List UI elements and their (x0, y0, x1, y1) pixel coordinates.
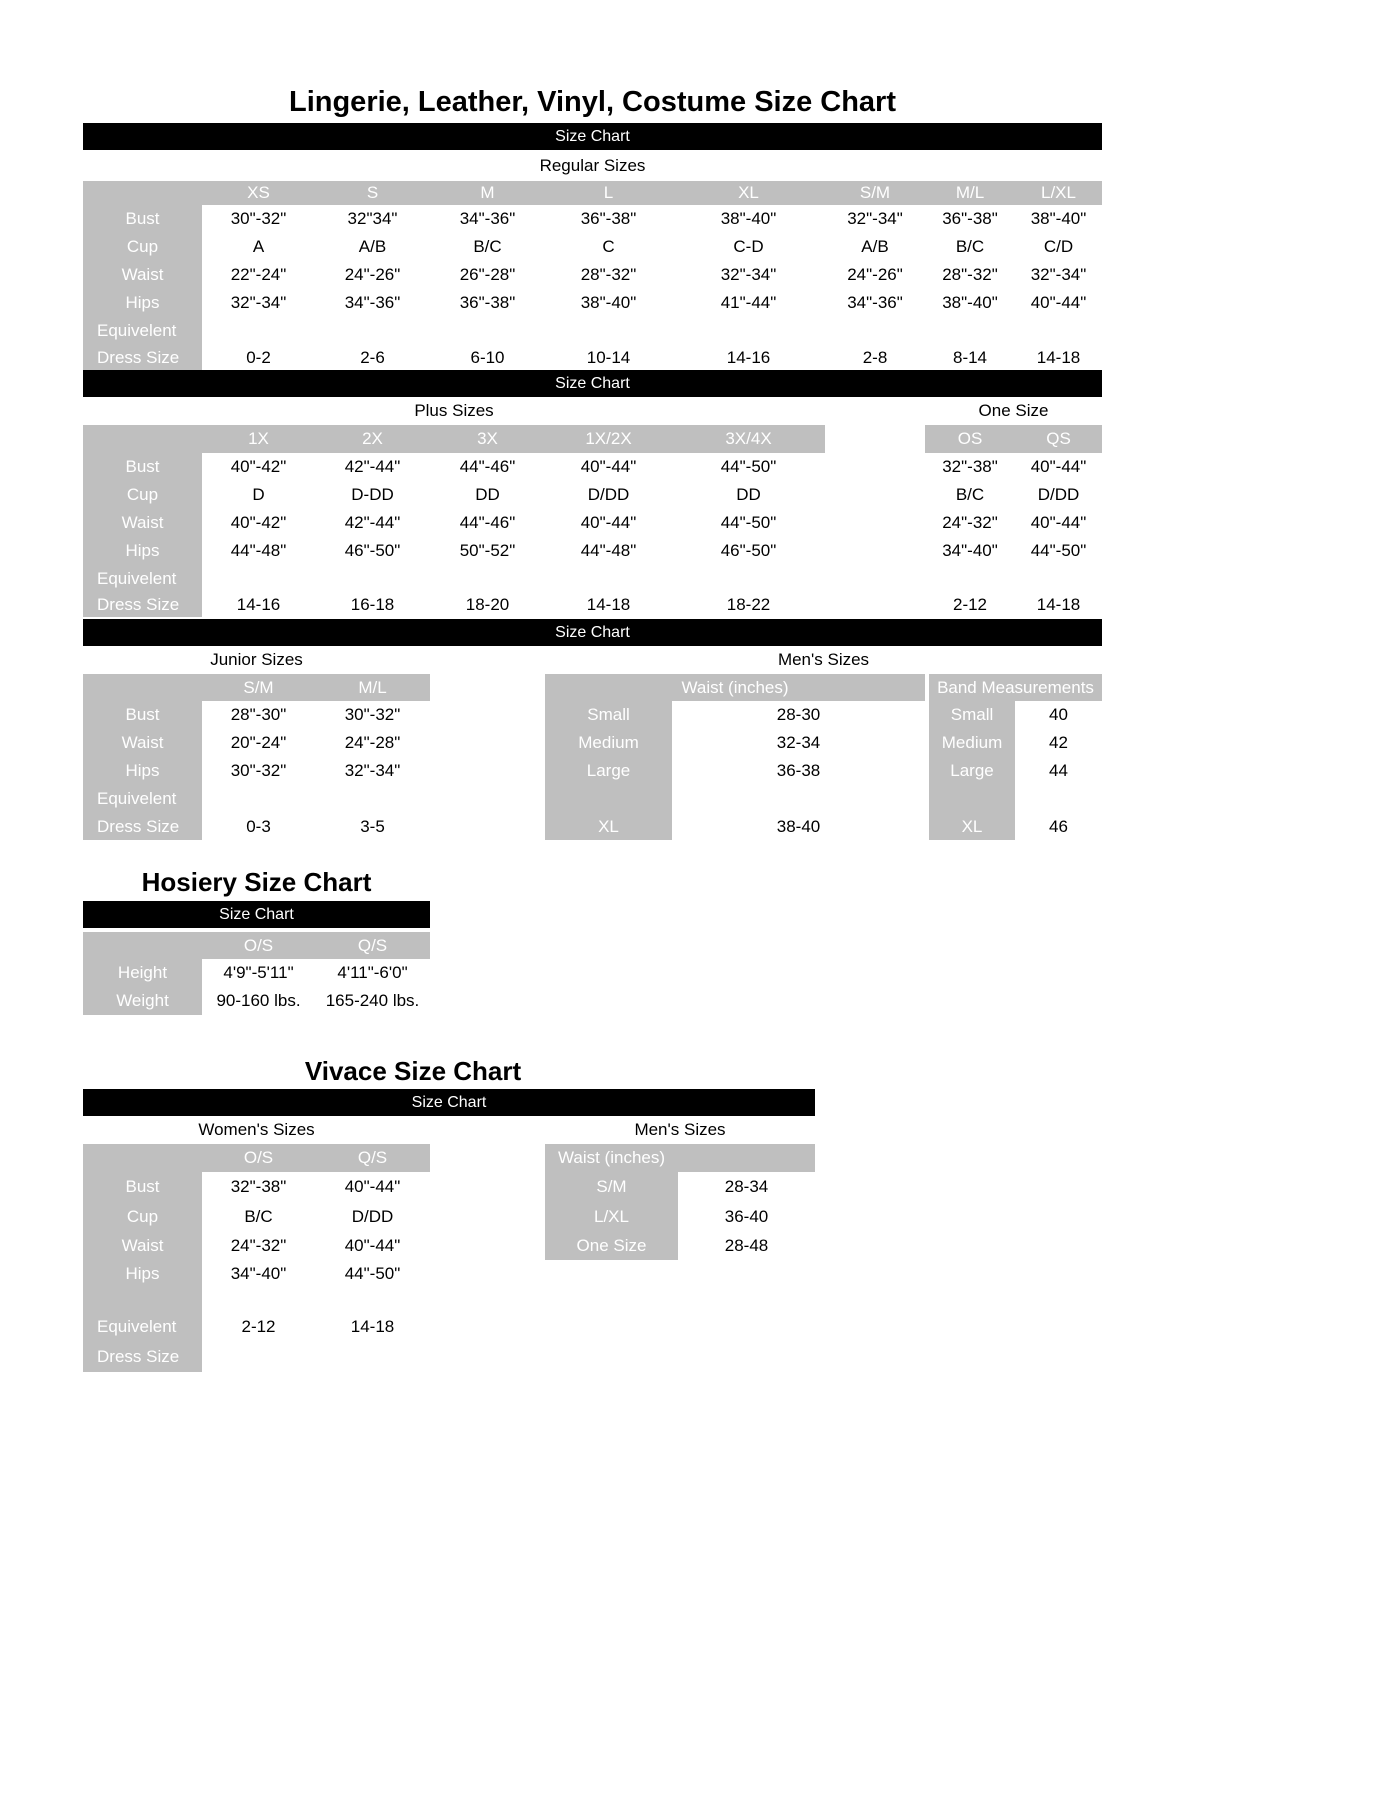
size-value-cell: 28"-30" (230, 705, 287, 724)
size-value-cell: 32-34 (776, 733, 821, 752)
size-value-cell: 4'9"-5'11" (223, 963, 294, 982)
size-value-cell: 40"-42" (230, 513, 287, 532)
row-label-dress-size: Dress Size (83, 593, 202, 617)
size-value-cell: 14-18 (350, 1317, 395, 1336)
column-header-cell: 3X (430, 425, 545, 453)
plus-sizes-section (83, 425, 1102, 617)
size-value-cell: 2-8 (862, 347, 888, 367)
column-header-cell: M/L (315, 674, 430, 701)
size-value-cell: 32"-34" (1030, 265, 1087, 284)
row-label-large: Large (545, 757, 672, 785)
empty-label-cell (83, 1288, 202, 1312)
size-value-cell: B/C (955, 237, 985, 256)
size-value-cell: 50"-52" (459, 541, 516, 560)
size-value-cell: 14-18 (1036, 595, 1081, 614)
hosiery-table (83, 932, 1102, 1015)
size-value-cell: 24"-28" (344, 733, 401, 752)
size-value-cell: B/C (473, 237, 502, 256)
column-header-cell: XL (672, 181, 825, 205)
empty-cell (925, 317, 1015, 345)
one-size-table (925, 425, 1102, 617)
size-value-cell: C-D (733, 237, 764, 256)
size-value-cell: 46"-50" (344, 541, 401, 560)
row-label-medium: Medium (545, 729, 672, 757)
corner-cell (83, 425, 202, 453)
size-value-cell: 30"-32" (344, 705, 401, 724)
size-chart-bar-label: Size Chart (219, 905, 294, 923)
size-value-cell: 40"-44" (1030, 457, 1087, 476)
size-value-cell: 42"-44" (344, 513, 401, 532)
row-label-small: Small (929, 701, 1015, 729)
size-value-cell: 40"-44" (344, 1236, 401, 1255)
row-label-equivelent: Equivelent (83, 317, 202, 345)
column-header-cell: S (315, 181, 430, 205)
column-header-cell: S/M (825, 181, 925, 205)
size-value-cell: 40"-42" (230, 457, 287, 476)
size-value-cell: 40"-44" (580, 513, 637, 532)
vivace-womens-table (83, 1144, 430, 1372)
waist-inches-header (545, 1144, 815, 1172)
column-header-cell: 3X/4X (672, 425, 825, 453)
column-header-cell: L (545, 181, 672, 205)
row-label-hips: Hips (83, 757, 202, 785)
empty-cell (545, 565, 672, 593)
page-title: Lingerie, Leather, Vinyl, Costume Size Chart (288, 86, 897, 118)
mens-sizes-label: Men's Sizes (634, 1120, 726, 1139)
junior-sizes-label: Junior Sizes (210, 650, 303, 669)
size-value-cell: 30"-32" (230, 761, 287, 780)
row-label-bust: Bust (83, 1172, 202, 1202)
size-value-cell: 44"-48" (230, 541, 287, 560)
column-header-cell: XS (202, 181, 315, 205)
size-value-cell: 3-5 (360, 816, 385, 836)
column-header-cell: O/S (202, 932, 315, 959)
empty-label-cell (545, 785, 672, 813)
size-value-cell: A (252, 237, 265, 256)
size-value-cell: 32"-34" (720, 265, 777, 284)
size-value-cell: 40"-44" (1030, 513, 1087, 532)
size-value-cell: 32"-38" (230, 1177, 287, 1196)
row-label-waist: Waist (83, 509, 202, 537)
empty-cell (672, 317, 825, 345)
mens-sizes-label: Men's Sizes (777, 650, 870, 669)
size-value-cell: 36"-38" (942, 209, 998, 228)
size-chart-bar-junior-mens (83, 619, 1102, 646)
size-value-cell: 28"-32" (580, 265, 637, 284)
size-chart-bar-label: Size Chart (555, 623, 630, 641)
size-value-cell: 30"-32" (230, 209, 287, 228)
column-header-cell: OS (925, 425, 1015, 453)
size-value-cell: 38"-40" (1030, 209, 1087, 228)
empty-cell (430, 317, 545, 345)
size-value-cell: A/B (861, 237, 889, 256)
row-label-height: Height (83, 959, 202, 987)
size-value-cell: DD (475, 485, 500, 504)
row-label-waist: Waist (83, 1232, 202, 1260)
row-label-hips: Hips (83, 537, 202, 565)
size-value-cell: 38"-40" (580, 293, 637, 312)
size-value-cell: DD (736, 485, 761, 504)
column-header-cell: 1X/2X (545, 425, 672, 453)
junior-mens-labels (83, 646, 1102, 674)
row-label-cup: Cup (83, 233, 202, 261)
hosiery-title: Hosiery Size Chart (141, 867, 372, 897)
size-value-cell: C/D (1043, 237, 1074, 256)
size-value-cell: 44 (1049, 761, 1068, 780)
size-value-cell: 41"-44" (720, 293, 777, 312)
empty-cell (1015, 565, 1102, 593)
size-value-cell: 44"-50" (720, 457, 777, 476)
column-header-cell: S/M (202, 674, 315, 701)
size-value-cell: 32"-34" (230, 293, 287, 312)
row-label-bust: Bust (83, 205, 202, 233)
size-value-cell: 32"-38" (942, 457, 998, 476)
size-value-cell: 4'11"-6'0" (337, 963, 408, 982)
size-value-cell: D/DD (587, 485, 630, 504)
plus-sizes-table (83, 425, 825, 617)
column-header-cell: Q/S (315, 1144, 430, 1172)
row-label-cup: Cup (83, 481, 202, 509)
size-value-cell: 14-16 (236, 595, 281, 614)
size-value-cell: 40 (1049, 705, 1068, 724)
waist-inches-header: Waist (inches) (545, 674, 925, 701)
size-value-cell: 34"-40" (942, 541, 998, 560)
empty-cell (202, 1288, 315, 1312)
size-chart-document (83, 0, 1102, 1372)
junior-sizes-table (83, 674, 430, 840)
size-value-cell: A/B (358, 237, 387, 256)
empty-cell (315, 317, 430, 345)
size-value-cell: 24"-26" (344, 265, 401, 284)
size-value-cell: 2-12 (952, 595, 988, 614)
row-label-waist: Waist (83, 261, 202, 289)
size-value-cell: 28-48 (724, 1236, 769, 1255)
empty-cell (202, 1342, 315, 1372)
size-value-cell: 28-34 (724, 1177, 769, 1196)
size-value-cell: 46"-50" (720, 541, 777, 560)
size-value-cell: 34"-36" (344, 293, 401, 312)
size-chart-bar-regular (83, 123, 1102, 150)
row-label-hips: Hips (83, 1260, 202, 1288)
corner-cell (83, 181, 202, 205)
size-value-cell: 14-18 (1036, 347, 1081, 367)
empty-cell (1015, 785, 1102, 813)
size-value-cell: 20"-24" (230, 733, 287, 752)
row-label-large: Large (929, 757, 1015, 785)
column-header-cell: M (430, 181, 545, 205)
row-label-lxl: L/XL (545, 1202, 678, 1232)
size-value-cell: 22"-24" (230, 265, 287, 284)
size-value-cell: 36"-38" (459, 293, 516, 312)
size-value-cell: 18-22 (726, 595, 771, 614)
size-value-cell: 40"-44" (1030, 293, 1087, 312)
size-value-cell: 90-160 lbs. (216, 991, 301, 1010)
row-label-weight: Weight (83, 987, 202, 1015)
column-header-cell: L/XL (1015, 181, 1102, 205)
empty-cell (315, 565, 430, 593)
womens-sizes-label: Women's Sizes (198, 1120, 315, 1139)
column-header-cell: QS (1015, 425, 1102, 453)
row-label-xl: XL (929, 813, 1015, 840)
size-chart-bar-label: Size Chart (555, 127, 630, 145)
empty-cell (430, 565, 545, 593)
size-chart-bar-vivace (83, 1089, 815, 1116)
size-value-cell: 32"34" (347, 209, 398, 228)
size-value-cell: 36-38 (776, 761, 821, 780)
corner-cell (83, 1144, 202, 1172)
size-value-cell: 28-30 (776, 705, 821, 724)
empty-cell (315, 1342, 430, 1372)
band-measurements-table (929, 674, 1102, 840)
size-value-cell: 42 (1049, 733, 1068, 752)
size-value-cell: 36-40 (724, 1207, 769, 1226)
size-chart-bar-label: Size Chart (555, 374, 630, 392)
size-value-cell: 38"-40" (720, 209, 777, 228)
row-label-equivelent: Equivelent (83, 785, 202, 813)
empty-cell (202, 785, 315, 813)
size-value-cell: 165-240 lbs. (325, 991, 420, 1010)
row-label-equivelent: Equivelent (83, 1312, 202, 1342)
vivace-section (83, 1144, 1102, 1372)
empty-cell (672, 565, 825, 593)
row-label-small: Small (545, 701, 672, 729)
size-value-cell: 42"-44" (344, 457, 401, 476)
empty-cell (825, 317, 925, 345)
size-value-cell: D (252, 485, 265, 504)
size-value-cell: 18-20 (465, 595, 510, 614)
size-value-cell: 44"-48" (580, 541, 637, 560)
row-label-bust: Bust (83, 701, 202, 729)
band-measurements-header: Band Measurements (929, 674, 1102, 701)
waist-inches-header-label: Waist (inches) (557, 1148, 666, 1167)
size-value-cell: 40"-44" (580, 457, 637, 476)
size-value-cell: 8-14 (952, 347, 988, 367)
size-value-cell: 24"-26" (847, 265, 903, 284)
size-value-cell: 24"-32" (230, 1236, 287, 1255)
size-value-cell: 6-10 (470, 347, 505, 367)
size-value-cell: 16-18 (350, 595, 395, 614)
size-value-cell: 26"-28" (459, 265, 516, 284)
column-header-cell: O/S (202, 1144, 315, 1172)
size-chart-bar-label: Size Chart (411, 1093, 487, 1111)
plus-sizes-label: Plus Sizes (414, 401, 494, 420)
size-value-cell: 2-6 (360, 347, 385, 367)
regular-sizes-table (83, 181, 1102, 370)
size-value-cell: 44"-50" (1030, 541, 1087, 560)
corner-cell (83, 674, 202, 701)
size-value-cell: B/C (244, 1207, 273, 1226)
size-chart-bar-hosiery (83, 901, 430, 928)
row-label-hips: Hips (83, 289, 202, 317)
size-value-cell: 34"-36" (847, 293, 903, 312)
empty-cell (315, 785, 430, 813)
size-value-cell: 44"-46" (459, 457, 516, 476)
size-value-cell: C (602, 237, 615, 256)
size-value-cell: 40"-44" (344, 1177, 401, 1196)
row-label-dress-size: Dress Size (83, 813, 202, 840)
size-value-cell: 34"-40" (230, 1264, 287, 1283)
vivace-mens-table (545, 1144, 815, 1260)
row-label-sm: S/M (545, 1172, 678, 1202)
row-label-xl: XL (545, 813, 672, 840)
size-value-cell: 14-16 (726, 347, 771, 367)
empty-cell (545, 317, 672, 345)
column-header-cell: M/L (925, 181, 1015, 205)
row-label-dress-size: Dress Size (83, 1342, 202, 1372)
size-value-cell: 0-3 (246, 816, 271, 836)
row-label-medium: Medium (929, 729, 1015, 757)
size-value-cell: D/DD (1037, 485, 1080, 504)
mens-waist-table (545, 674, 925, 840)
empty-label-cell (929, 785, 1015, 813)
row-label-dress-size: Dress Size (83, 345, 202, 370)
size-value-cell: 44"-46" (459, 513, 516, 532)
column-header-cell: 1X (202, 425, 315, 453)
regular-sizes-label: Regular Sizes (539, 155, 646, 175)
size-value-cell: 28"-32" (942, 265, 998, 284)
junior-mens-section (83, 674, 1102, 840)
row-label-equivelent: Equivelent (83, 565, 202, 593)
size-value-cell: 38-40 (776, 816, 821, 836)
size-value-cell: 32"-34" (847, 209, 903, 228)
vivace-title: Vivace Size Chart (304, 1056, 522, 1086)
size-value-cell: 14-18 (586, 595, 631, 614)
column-header-cell: Q/S (315, 932, 430, 959)
size-value-cell: B/C (955, 485, 985, 504)
size-value-cell: 44"-50" (344, 1264, 401, 1283)
size-chart-bar-plus (83, 370, 1102, 397)
size-value-cell: 0-2 (246, 347, 271, 367)
size-value-cell: 32"-34" (344, 761, 401, 780)
size-value-cell: D/DD (351, 1207, 394, 1226)
row-label-bust: Bust (83, 453, 202, 481)
empty-cell (315, 1288, 430, 1312)
row-label-one-size: One Size (545, 1232, 678, 1260)
size-value-cell: D-DD (351, 485, 394, 504)
row-label-cup: Cup (83, 1202, 202, 1232)
size-value-cell: 36"-38" (580, 209, 637, 228)
vivace-section-labels (83, 1116, 1102, 1144)
column-header-cell: 2X (315, 425, 430, 453)
size-value-cell: 34"-36" (459, 209, 516, 228)
corner-cell (83, 932, 202, 959)
size-value-cell: 10-14 (586, 347, 631, 367)
empty-cell (1015, 317, 1102, 345)
one-size-label: One Size (978, 401, 1049, 420)
size-value-cell: 46 (1049, 816, 1068, 836)
plus-one-size-labels (83, 397, 1102, 425)
empty-cell (672, 785, 925, 813)
size-value-cell: 2-12 (241, 1317, 276, 1336)
size-value-cell: 44"-50" (720, 513, 777, 532)
row-label-waist: Waist (83, 729, 202, 757)
size-value-cell: 24"-32" (942, 513, 998, 532)
empty-cell (202, 317, 315, 345)
empty-cell (202, 565, 315, 593)
size-value-cell: 38"-40" (942, 293, 998, 312)
empty-cell (925, 565, 1015, 593)
